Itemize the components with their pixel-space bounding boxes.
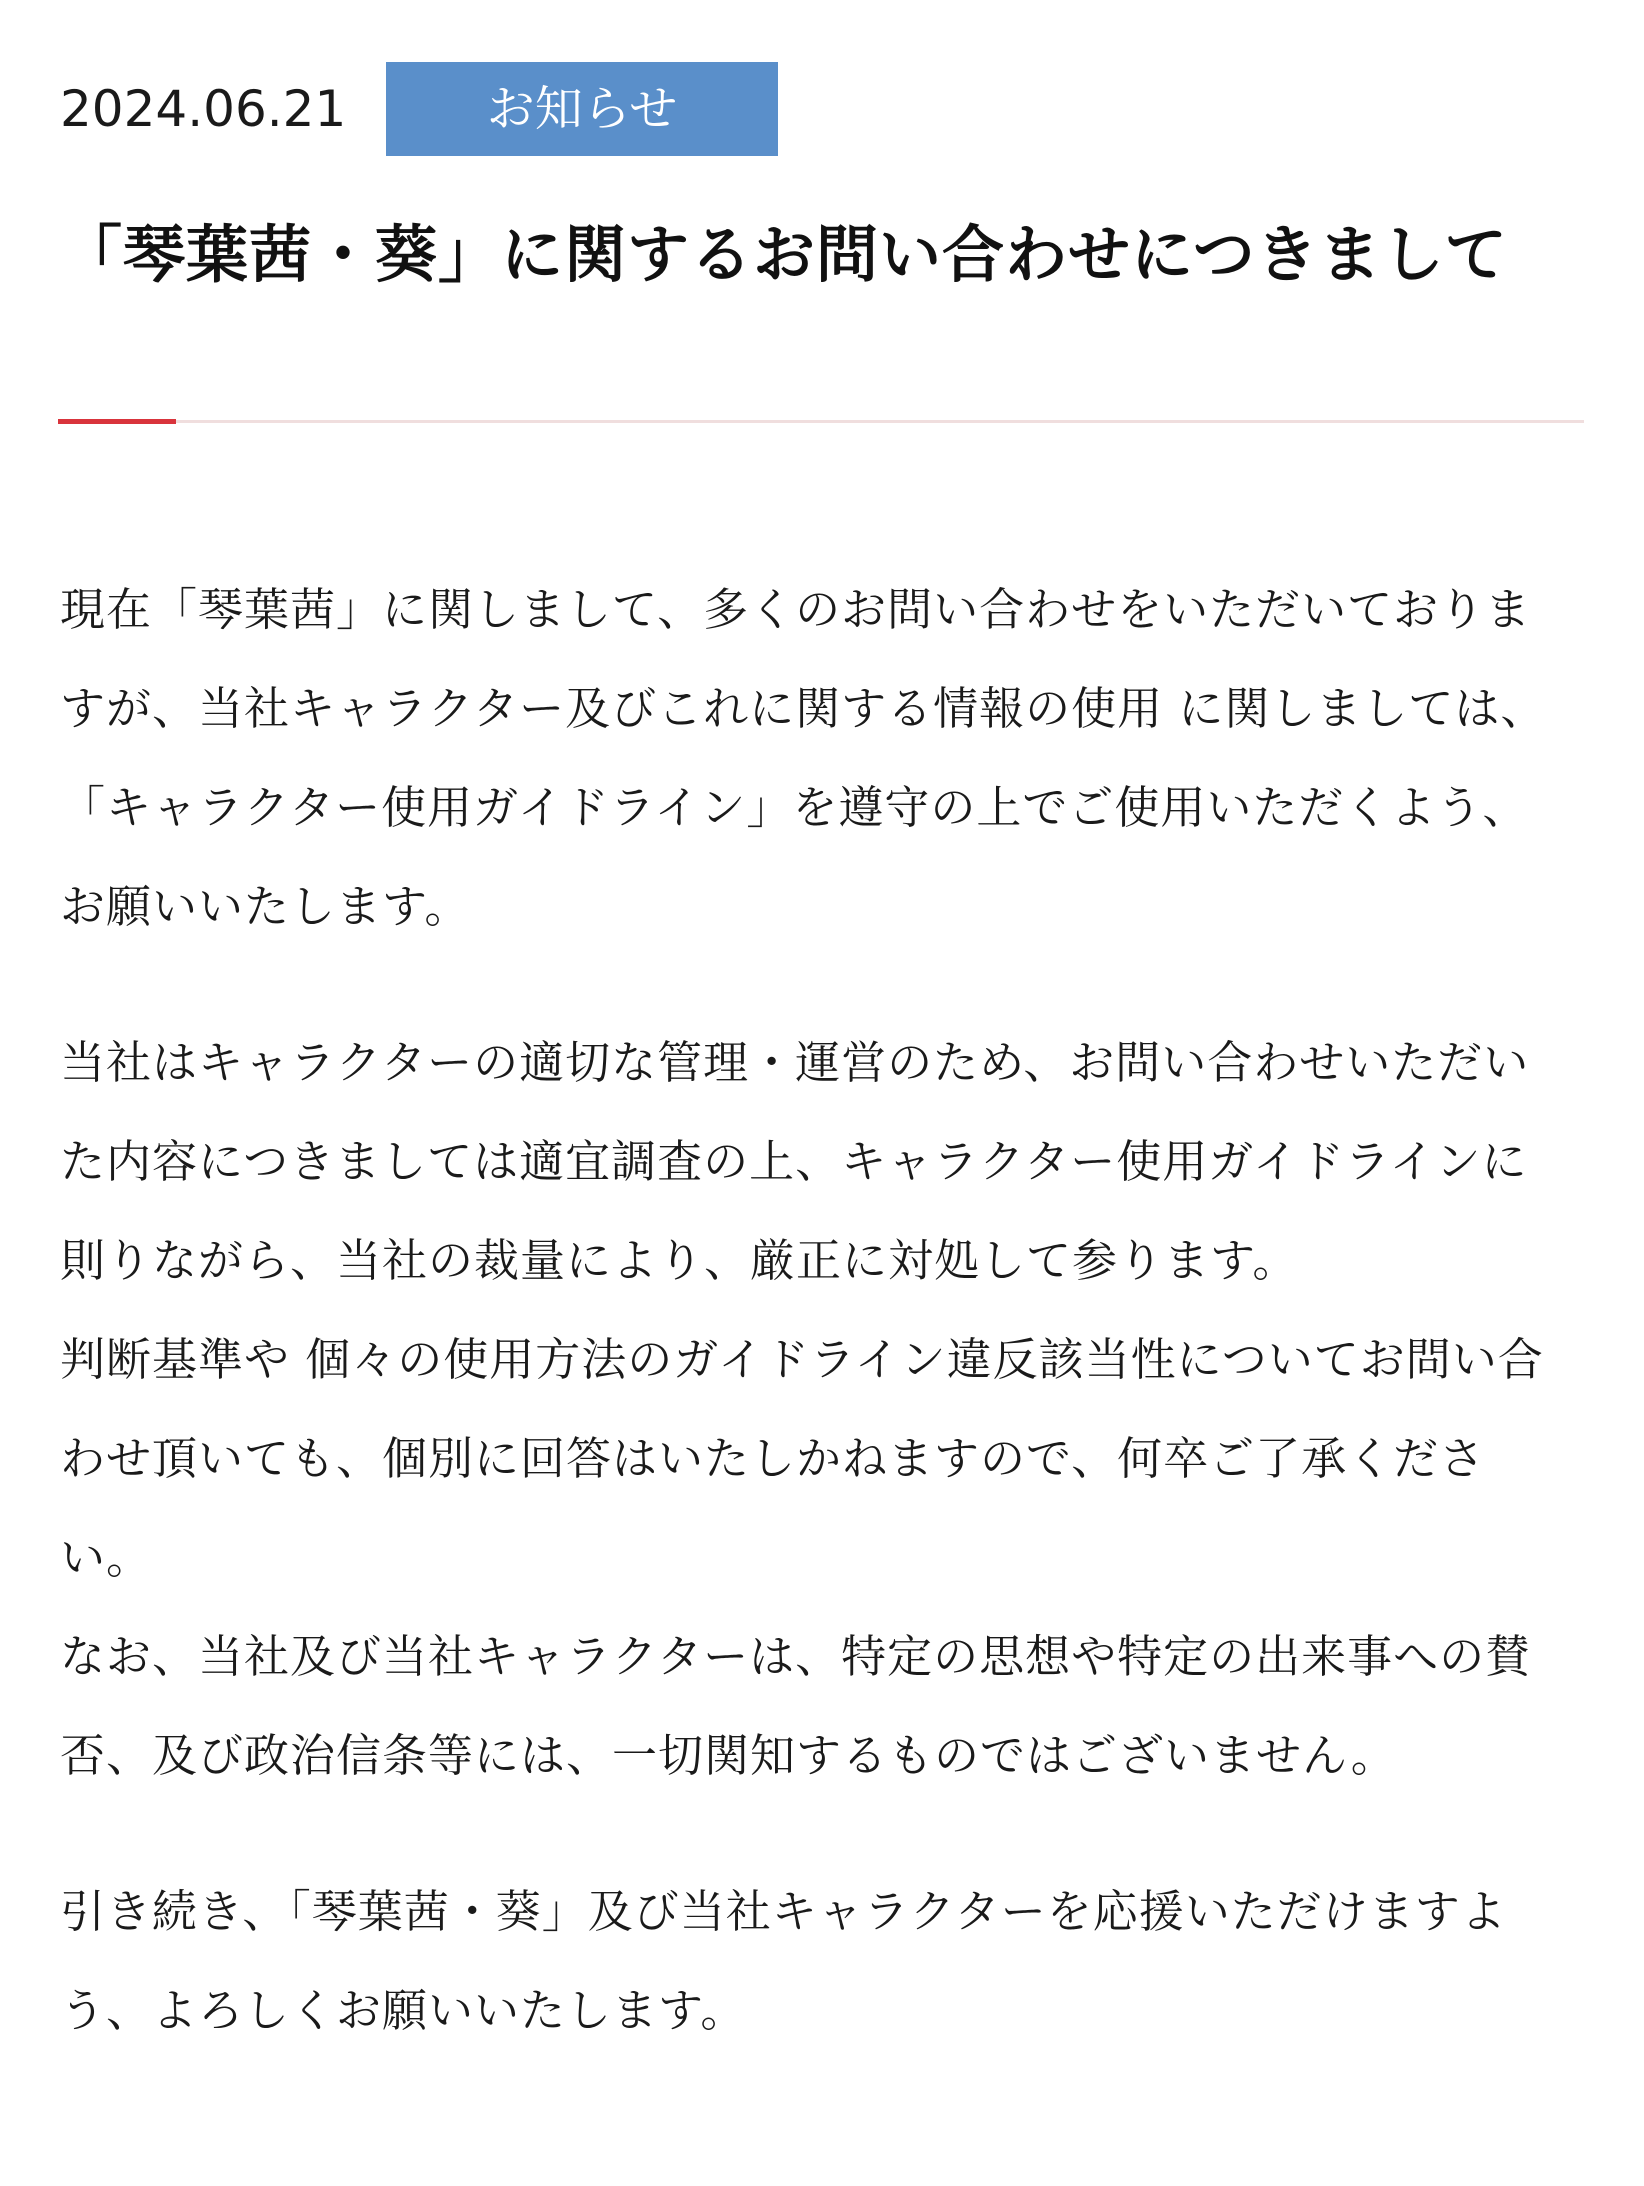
post-title: 「琴葉茜・葵」に関するお問い合わせにつきまして bbox=[60, 218, 1508, 291]
post-body bbox=[60, 560, 1600, 2060]
body-paragraph: 判断基準や 個々の使用方法のガイドライン違反該当性についてお問い合 わせ頂いても、個別に回答はいたしかねますので、何卒ご了承くださ い。 bbox=[60, 1333, 1544, 1584]
post-date: 2024.06.21 bbox=[60, 80, 347, 138]
body-paragraph: 引き続き、「琴葉茜・葵」及び当社キャラクターを応援いただけますよ う、よろしくお願いいたします。 bbox=[60, 1885, 1507, 2037]
title-divider bbox=[58, 420, 1584, 423]
divider-accent bbox=[58, 419, 176, 424]
post-meta bbox=[60, 62, 778, 156]
body-paragraph: 当社はキャラクターの適切な管理・運営のため、お問い合わせいただい た内容につきましては適宜調査の上、キャラクター使用ガイドラインに 則りながら、当社の裁量により、厳正に対処して参ります。 bbox=[60, 1036, 1530, 1287]
body-paragraph: 現在「琴葉茜」に関しまして、多くのお問い合わせをいただいておりま すが、当社キャラクター及びこれに関する情報の使用 に関しましては、 「キャラクター使用ガイドライン」を遵守の上でご使用いただくよう、 お願いいたします。 bbox=[60, 583, 1547, 933]
category-badge[interactable]: お知らせ bbox=[386, 62, 778, 156]
body-paragraph: なお、当社及び当社キャラクターは、特定の思想や特定の出来事への賛 否、及び政治信条等には、一切関知するものではございません。 bbox=[60, 1630, 1532, 1782]
